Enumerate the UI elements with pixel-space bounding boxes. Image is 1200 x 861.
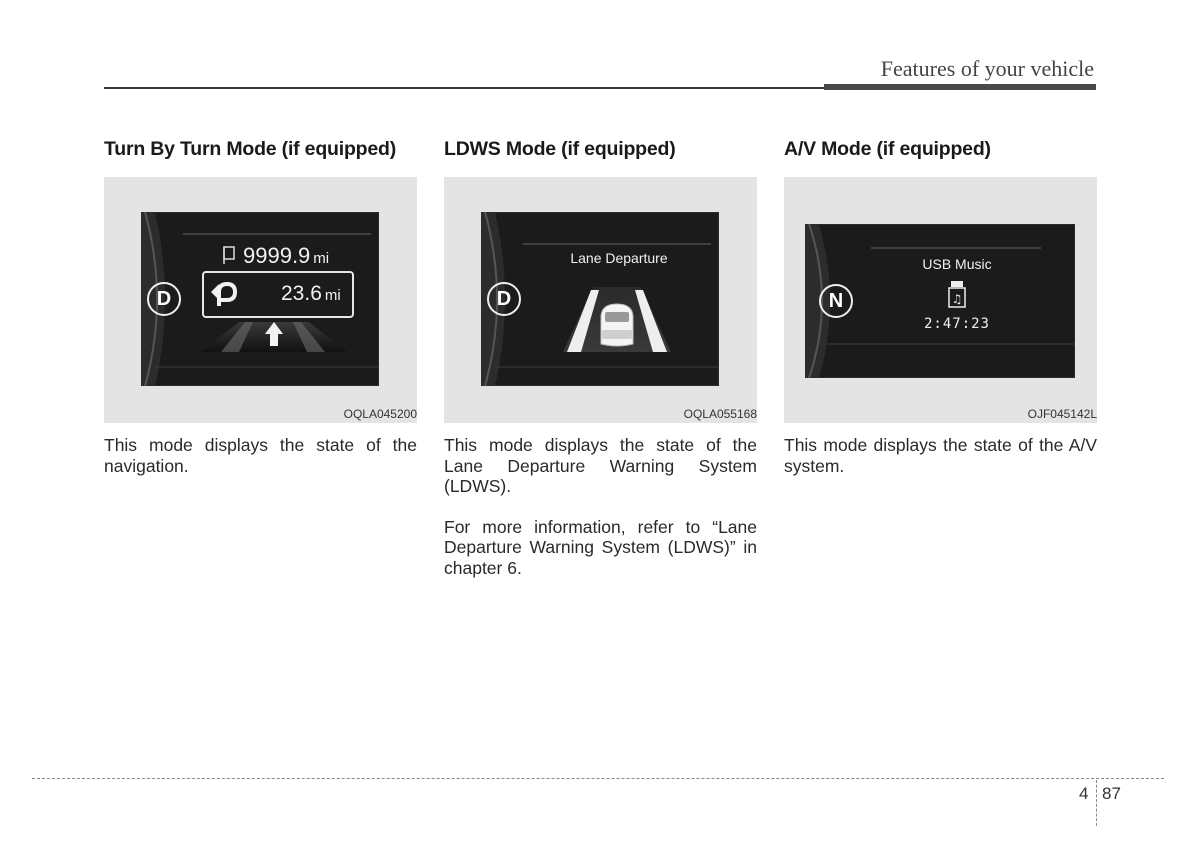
- figure-turn-by-turn: [104, 177, 417, 423]
- section-turn-by-turn: [104, 138, 417, 476]
- section-heading: LDWS Mode (if equipped): [444, 138, 676, 160]
- remaining-distance: 9999.9 mi: [243, 243, 330, 268]
- paragraph: This mode displays the state of the navigation.: [104, 435, 417, 476]
- section-heading: Turn By Turn Mode (if equipped): [104, 138, 397, 160]
- gear-indicator: D: [147, 282, 181, 316]
- page-number: 87: [1102, 784, 1121, 803]
- footer-rule: [32, 778, 1164, 779]
- cluster-display: [481, 212, 719, 386]
- svg-text:♫: ♫: [951, 292, 963, 306]
- section-ldws: [444, 138, 757, 578]
- paragraph: This mode displays the state of the Lane Departure Warning System (LDWS).: [444, 435, 757, 496]
- section-av: [784, 138, 1097, 476]
- figure-code: OJF045142L: [1027, 407, 1097, 421]
- footer-divider: [1096, 780, 1097, 826]
- cluster-display: [141, 212, 379, 386]
- figure-code: OQLA055168: [683, 407, 757, 421]
- ldws-label: Lane Departure: [570, 250, 668, 266]
- section-heading: A/V Mode (if equipped): [784, 138, 991, 160]
- cluster-display: [805, 224, 1075, 378]
- paragraph: For more information, refer to “Lane Departure Warning System (LDWS)” in chapter 6.: [444, 516, 757, 578]
- turn-distance: 23.6 mi: [281, 282, 341, 305]
- av-source-label: USB Music: [922, 256, 992, 272]
- header-bar: [824, 84, 1096, 90]
- header-rule: [104, 87, 824, 89]
- playback-time: 2:47:23: [923, 316, 990, 332]
- figure-av: [784, 177, 1097, 423]
- header-title: Features of your vehicle: [880, 56, 1094, 81]
- paragraph: This mode displays the state of the A/V system.: [784, 435, 1097, 476]
- figure-ldws: [444, 177, 757, 423]
- figure-code: OQLA045200: [343, 407, 417, 421]
- gear-indicator: D: [487, 282, 521, 316]
- gear-indicator: N: [819, 284, 853, 318]
- chapter-number: 4: [1079, 784, 1089, 803]
